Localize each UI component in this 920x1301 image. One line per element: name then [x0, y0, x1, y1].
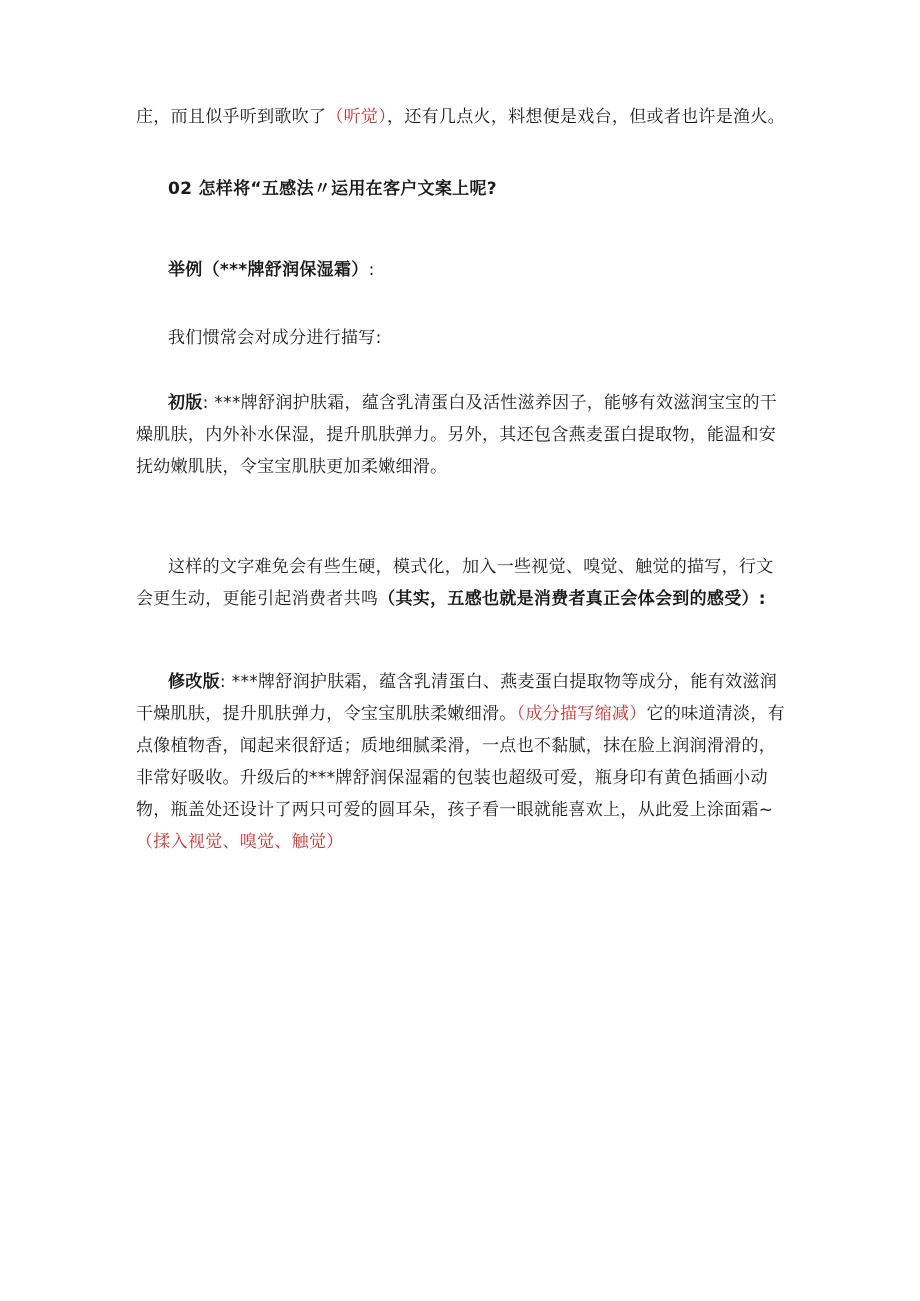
paragraph-continuation: [136, 101, 788, 133]
paragraph-text: 庄，而且似乎听到歌吹了: [136, 107, 327, 127]
paragraph-text: ，还有几点火，料想便是戏台，但或者也许是渔火。: [387, 107, 785, 127]
annotation-ingredients: （成分描写缩减）: [516, 704, 647, 724]
example-title: 举例（***牌舒润保湿霜）: [168, 260, 369, 280]
example-colon: :: [368, 260, 375, 280]
example-line: [136, 254, 788, 286]
annotation-senses: （揉入视觉、嗅觉、触觉）: [136, 832, 344, 852]
section-heading: 02 怎样将“五感法〃运用在客户文案上呢?: [168, 179, 497, 199]
intro-paragraph: 我们惯常会对成分进行描写:: [168, 328, 382, 348]
commentary-text: 这样的文字难免会有些生硬，模式化，加入一些视觉、嗅觉、触觉的描写，行文会更生动，更能引起消费者共鸣: [136, 557, 774, 609]
revised-text-continued: 它的味道清淡，有点像植物香，闻起来很舒适；质地细腻柔滑，一点也不黏腻，抹在脸上润润滑滑的，非常好吸收。升级后的***牌舒润保湿霜的包装也超级可爱，瓶身印有黄色插画小动物，瓶盖处还设计了两只可爱的圆耳朵，孩子看一眼就能喜欢上，从此爱上涂面霜~: [136, 704, 785, 820]
annotation-hearing: （听觉）: [326, 107, 388, 127]
commentary-bold: （其实，五感也就是消费者真正会体会到的感受）:: [378, 589, 766, 609]
first-draft-text: : ***牌舒润护肤霜，蕴含乳清蛋白及活性滋养因子，能够有效滋润宝宝的干燥肌肤，内外补水保湿，提升肌肤弹力。另外，其还包含燕麦蛋白提取物，能温和安抚幼嫩肌肤，令宝宝肌肤更加柔嫩细滑。: [136, 393, 778, 477]
revised-paragraph: [136, 666, 788, 858]
commentary-paragraph: [136, 551, 788, 615]
revised-label: 修改版: [168, 672, 220, 692]
first-draft-label: 初版: [168, 393, 203, 413]
revised-text: : ***牌舒润护肤霜，蕴含乳清蛋白、燕麦蛋白提取物等成分，能有效滋润干燥肌肤，提升肌肤弹力，令宝宝肌肤柔嫩细滑。: [136, 672, 778, 724]
first-draft-paragraph: [136, 387, 788, 483]
